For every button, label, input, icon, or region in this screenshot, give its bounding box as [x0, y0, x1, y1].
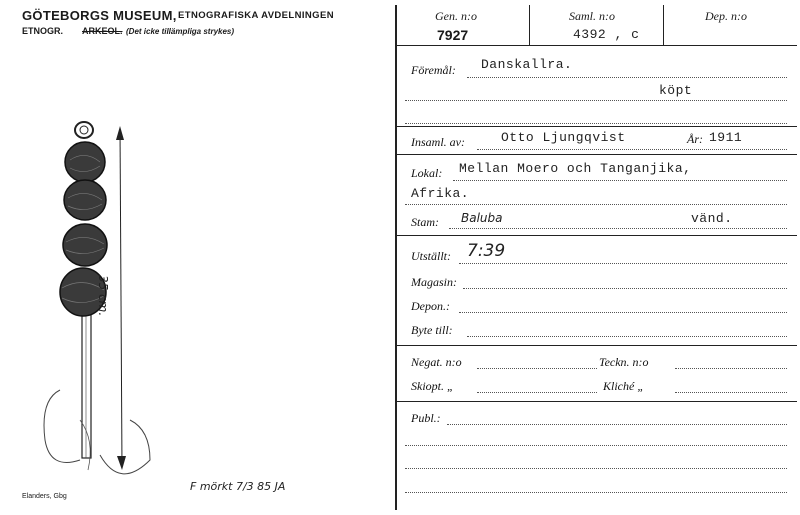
publ-line3: [405, 468, 787, 469]
skiopt-label: Skiopt. „: [411, 379, 454, 393]
negat-line: [477, 368, 597, 369]
saml-value: 4392 , c: [573, 27, 640, 42]
foremal-value2: köpt: [659, 83, 693, 98]
header-divider: [397, 45, 797, 46]
printer-mark: Elanders, Gbg: [22, 493, 67, 500]
dimension-note: 35 cm.: [96, 275, 110, 317]
foremal-line3: [405, 123, 787, 124]
kliche-label: Kliché „: [603, 379, 644, 393]
section-divider: [397, 154, 797, 155]
section-divider: [397, 345, 797, 346]
depon-label: Depon.:: [411, 299, 450, 313]
teckn-label: Teckn. n:o: [599, 355, 649, 369]
museum-name: GÖTEBORGS MUSEUM,: [22, 8, 177, 23]
negat-label: Negat. n:o: [411, 355, 462, 369]
insaml-line: [477, 149, 787, 150]
header-col-divider: [529, 5, 530, 45]
ar-label: År:: [687, 132, 703, 146]
utstallt-value: 7:39: [467, 241, 506, 261]
foremal-line2: [405, 100, 787, 101]
rattle-drawing: [0, 0, 390, 515]
publ-line4: [405, 492, 787, 493]
strike-note: (Det icke tillämpliga strykes): [126, 27, 235, 36]
kliche-line: [675, 392, 787, 393]
arkeol-label: ARKEOL.: [82, 26, 123, 36]
publ-line: [447, 424, 787, 425]
magasin-label: Magasin:: [411, 275, 457, 289]
byte-line: [467, 336, 787, 337]
section-divider: [397, 235, 797, 236]
publ-label: Publ.:: [411, 411, 441, 425]
publ-line2: [405, 445, 787, 446]
department-name: ETNOGRAFISKA AVDELNINGEN: [178, 10, 334, 21]
foremal-value: Danskallra.: [481, 57, 573, 72]
etnogr-label: ETNOGR.: [22, 26, 64, 36]
insaml-value: Otto Ljungqvist: [501, 130, 626, 145]
insaml-label: Insaml. av:: [411, 135, 465, 149]
skiopt-line: [477, 392, 597, 393]
stam-value2: vänd.: [691, 211, 733, 226]
utstallt-line: [459, 263, 787, 264]
foremal-label: Föremål:: [411, 63, 456, 77]
utstallt-label: Utställt:: [411, 249, 452, 263]
teckn-line: [675, 368, 787, 369]
section-divider: [397, 126, 797, 127]
catalog-card: [395, 5, 797, 510]
ar-value: 1911: [709, 130, 743, 145]
gen-value: 7927: [437, 27, 469, 43]
lokal-value: Mellan Moero och Tanganjika,: [459, 161, 692, 176]
stam-label: Stam:: [411, 215, 439, 229]
lokal-line2: [405, 204, 787, 205]
section-divider: [397, 401, 797, 402]
gen-label: Gen. n:o: [435, 9, 477, 23]
dep-label: Dep. n:o: [705, 9, 747, 23]
saml-label: Saml. n:o: [569, 9, 615, 23]
byte-label: Byte till:: [411, 323, 453, 337]
magasin-line: [463, 288, 787, 289]
foremal-line: [467, 77, 787, 78]
stam-value: Baluba: [461, 211, 503, 225]
header-col-divider: [663, 5, 664, 45]
lokal-value2: Afrika.: [411, 186, 470, 201]
depon-line: [459, 312, 787, 313]
lokal-label: Lokal:: [411, 166, 443, 180]
lokal-line: [453, 180, 787, 181]
signature-note: F mörkt 7/3 85 JA: [190, 480, 286, 493]
stam-line: [449, 228, 787, 229]
